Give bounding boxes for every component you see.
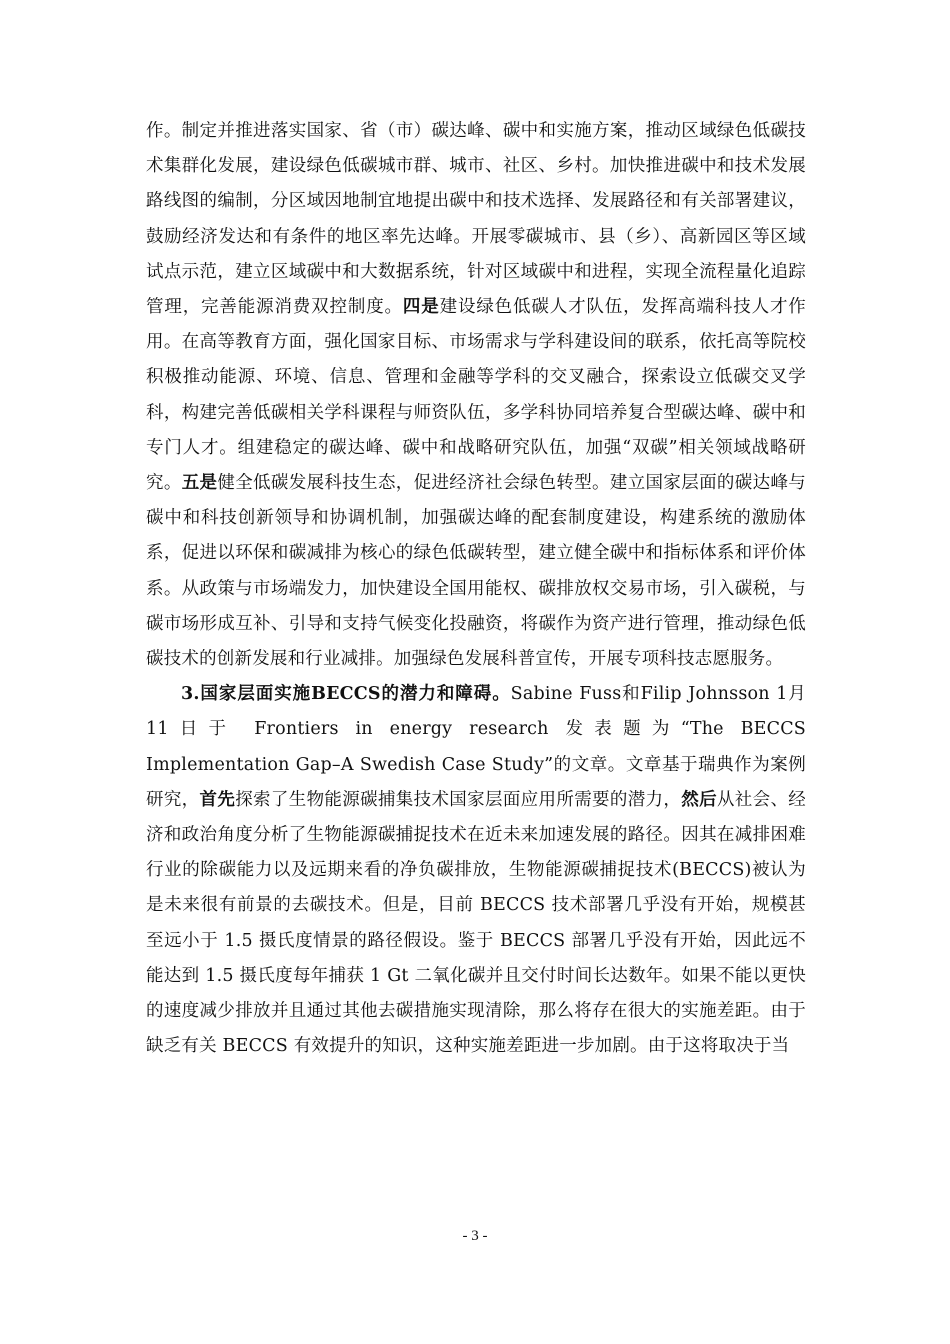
bold-text-run: 首先 [199, 789, 236, 810]
text-run: 健全低碳发展科技生态，促进经济社会绿色转型。建立国家层面的碳达峰与碳中和科技创新领导和协调机制，加强碳达峰的配套制度建设，构建系统的激励体系，促进以环保和碳减排为核心的绿色低碳转型，建立健全碳中和指标体系和评价体系。从政策与市场端发力，加快建设全国用能权、碳排放权交易市场，引入碳税，与碳市场形成互补、引导和支持气候变化投融资，将碳作为资产进行管理，推动绿色低碳技术的创新发展和行业减排。加强绿色发展科普宣传，开展专项科技志愿服务。 [146, 473, 806, 670]
text-run: 从社会、经济和政治角度分析了生物能源碳捕捉技术在近未来加速发展的路径。因其在减排困难行业的除碳能力以及远期来看的净负碳排放，生物能源碳捕捉技术(BECCS)被认为是未来很有前景的去碳技术。但是，目前 BECCS 技术部署几乎没有开始，规模甚至远小于 1.5 摄氏度情景的路径假设。鉴于 BECCS 部署几乎没有开始，因此远不能达到 1.5 摄氏度每年捕获 1 Gt 二氧化碳并且交付时间长达数年。如果不能以更快的速度减少排放并且通过其他去碳措施实现清除，那么将存在很大的实施差距。由于缺乏有关 BECCS 有效提升的知识，这种实施差距进一步加剧。由于这将取决于当 [146, 789, 807, 1057]
paragraph [146, 114, 806, 677]
bold-text-run: 五是 [181, 473, 218, 494]
text-run: 探索了生物能源碳捕集技术国家层面应用所需要的潜力， [235, 789, 682, 810]
bold-text-run: 然后 [681, 789, 717, 810]
text-run: 建设绿色低碳人才队伍，发挥高端科技人才作用。在高等教育方面，强化国家目标、市场需求与学科建设间的联系，依托高等院校积极推动能源、环境、信息、管理和金融等学科的交叉融合，探索设立低碳交叉学科，构建完善低碳相关学科课程与师资队伍，多学科协同培养复合型碳达峰、碳中和专门人才。组建稳定的碳达峰、碳中和战略研究队伍，加强“双碳”相关领域战略研究。 [146, 297, 806, 494]
text-run: 作。制定并推进落实国家、省（市）碳达峰、碳中和实施方案，推动区域绿色低碳技术集群化发展，建设绿色低碳城市群、城市、社区、乡村。加快推进碳中和技术发展路线图的编制，分区域因地制宜地提出碳中和技术选择、发展路径和有关部署建议，鼓励经济发达和有条件的地区率先达峰。开展零碳城市、县（乡）、高新园区等区域试点示范，建立区域碳中和大数据系统，针对区域碳中和进程，实现全流程量化追踪管理，完善能源消费双控制度。 [146, 121, 806, 318]
bold-text-run: 四是 [402, 297, 440, 318]
paragraph [146, 677, 806, 1064]
page-number: - 3 - [462, 1228, 488, 1244]
body-text [146, 114, 806, 1064]
text-run: Sabine Fuss和Filip Johnsson 1月11日于 Frontiers in energy research 发表题为“The BECCS Implementation Gap–A Swedish Case Study”的文章。文章基于瑞典作为案例研究， [146, 684, 806, 810]
bold-text-run: 3.国家层面实施BECCS的潜力和障碍。 [181, 684, 511, 705]
